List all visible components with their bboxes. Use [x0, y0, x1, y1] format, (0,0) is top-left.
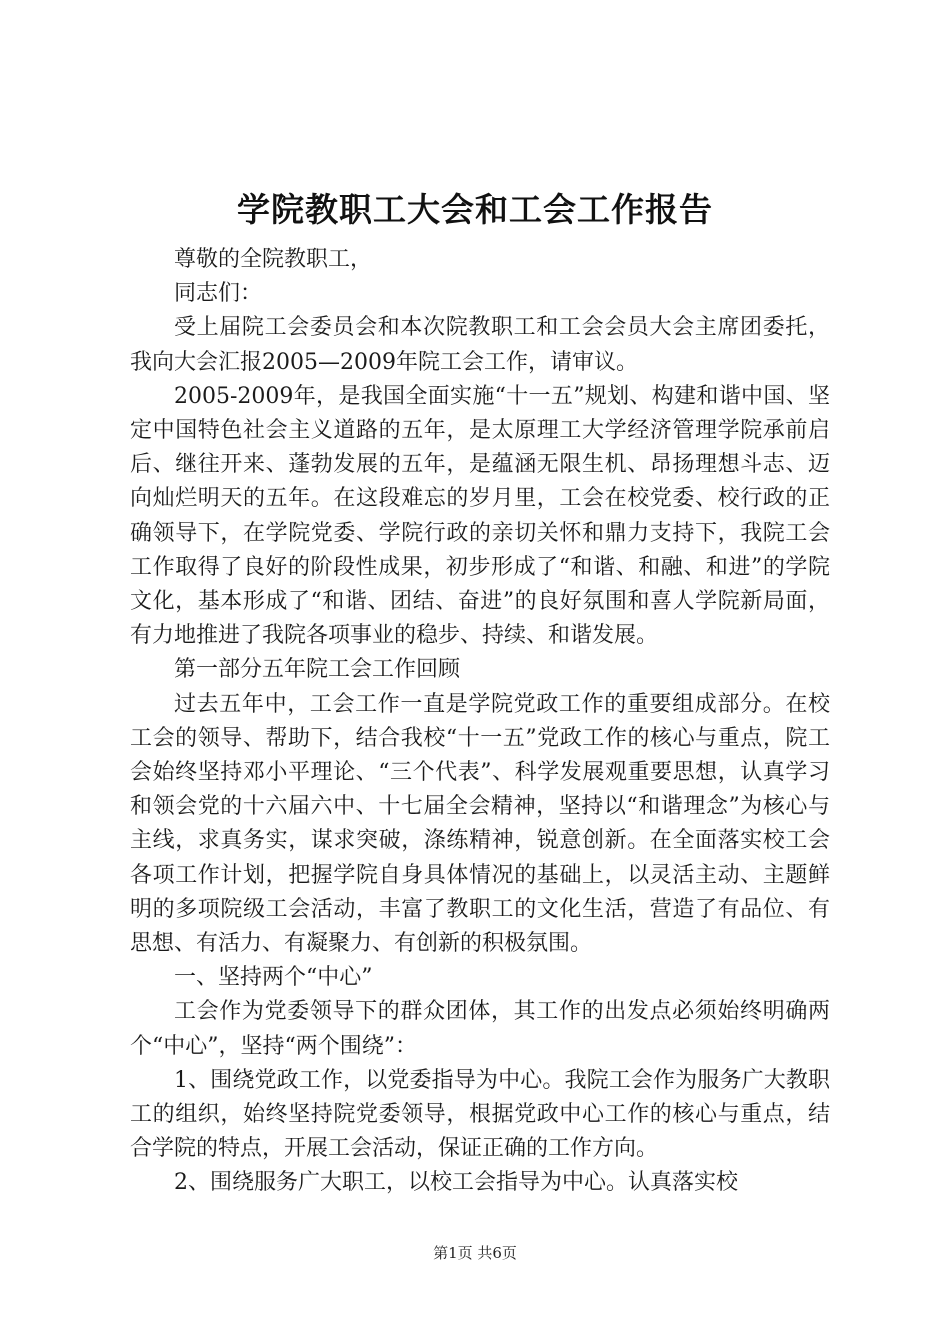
body-paragraph: 受上届院工会委员会和本次院教职工和工会会员大会主席团委托，我向大会汇报2005—2009年院工会工作，请审议。 — [130, 315, 830, 375]
body-paragraph: 工会作为党委领导下的群众团体，其工作的出发点必须始终明确两个“中心”，坚持“两个围绕”： — [130, 999, 830, 1059]
body-paragraph: 2005-2009年，是我国全面实施“十一五”规划、构建和谐中国、坚定中国特色社会主义道路的五年，是太原理工大学经济管理学院承前启后、继往开来、蓬勃发展的五年，是蕴涵无限生机、昂扬理想斗志、迈向灿烂明天的五年。在这段难忘的岁月里，工会在校党委、校行政的正确领导下，在学院党委、学院行政的亲切关怀和鼎力支持下，我院工会工作取得了良好的阶段性成果，初步形成了“和谐、和融、和进”的学院文化，基本形成了“和谐、团结、奋进”的良好氛围和喜人学院新局面，有力地推进了我院各项事业的稳步、持续、和谐发展。 — [130, 383, 830, 649]
list-item-paragraph: 2、围绕服务广大职工，以校工会指导为中心。认真落实校 — [174, 1170, 738, 1196]
document-body — [130, 243, 830, 1201]
section-heading: 第一部分五年院工会工作回顾 — [174, 657, 461, 683]
page-footer: 第1页 共6页 — [433, 1244, 517, 1262]
salutation-paragraph: 尊敬的全院教职工， — [174, 247, 373, 272]
body-paragraph: 过去五年中，工会工作一直是学院党政工作的重要组成部分。在校工会的领导、帮助下，结合我校“十一五”党政工作的核心与重点，院工会始终坚持邓小平理论、“三个代表”、科学发展观重要思想，认真学习和领会党的十六届六中、十七届全会精神，坚持以“和谐理念”为核心与主线，求真务实，谋求突破，涤练精神，锐意创新。在全面落实校工会各项工作计划，把握学院自身具体情况的基础上，以灵活主动、主题鲜明的多项院级工会活动，丰富了教职工的文化生活，营造了有品位、有思想、有活力、有凝聚力、有创新的积极氛围。 — [130, 691, 830, 957]
salutation-paragraph: 同志们： — [174, 281, 263, 307]
list-item-paragraph: 1、围绕党政工作，以党委指导为中心。我院工会作为服务广大教职工的组织，始终坚持院党委领导，根据党政中心工作的核心与重点，结合学院的特点，开展工会活动，保证正确的工作方向。 — [130, 1067, 830, 1162]
subsection-heading: 一、坚持两个“中心” — [174, 965, 373, 991]
document-title: 学院教职工大会和工会工作报告 — [237, 190, 713, 229]
